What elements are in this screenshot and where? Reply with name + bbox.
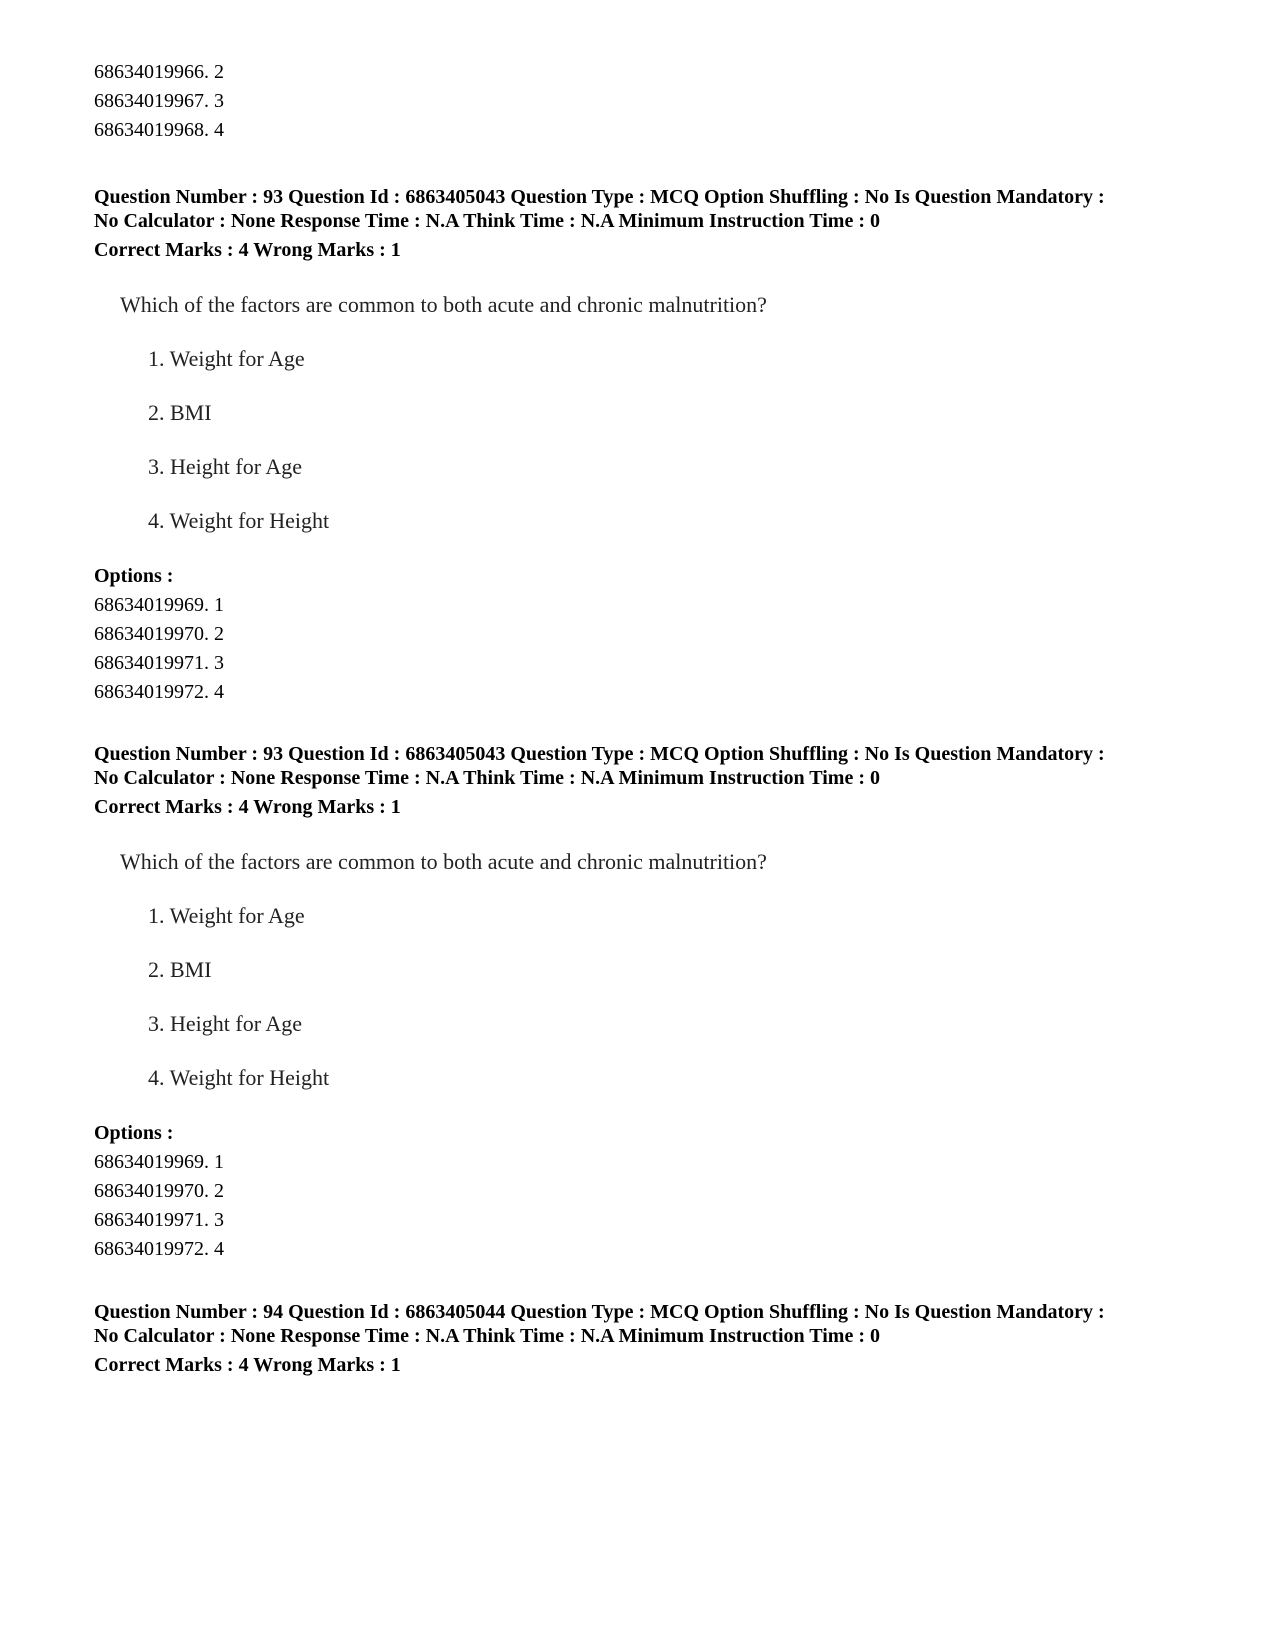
- question-header: No Calculator : None Response Time : N.A Think Time : N.A Minimum Instruction Time : 0: [94, 210, 880, 232]
- question-marks: Correct Marks : 4 Wrong Marks : 1: [94, 1354, 401, 1376]
- question-header: Question Number : 94 Question Id : 6863405044 Question Type : MCQ Option Shuffling : No Is Question Mandatory :: [94, 1301, 1105, 1323]
- question-text: Which of the factors are common to both acute and chronic malnutrition?: [120, 849, 767, 874]
- options-label: Options :: [94, 1122, 174, 1144]
- option-line: 68634019972. 4: [94, 681, 224, 703]
- question-header: Question Number : 93 Question Id : 6863405043 Question Type : MCQ Option Shuffling : No Is Question Mandatory :: [94, 743, 1105, 765]
- option-line: 68634019967. 3: [94, 90, 224, 112]
- option-line: 68634019968. 4: [94, 119, 224, 141]
- question-choice: 1. Weight for Age: [148, 903, 305, 928]
- options-label: Options :: [94, 565, 174, 587]
- option-line: 68634019969. 1: [94, 1151, 224, 1173]
- question-marks: Correct Marks : 4 Wrong Marks : 1: [94, 239, 401, 261]
- question-choice: 1. Weight for Age: [148, 346, 305, 371]
- question-choice: 3. Height for Age: [148, 454, 302, 479]
- question-choice: 2. BMI: [148, 400, 212, 425]
- option-line: 68634019966. 2: [94, 61, 224, 83]
- option-line: 68634019971. 3: [94, 1209, 224, 1231]
- question-header: Question Number : 93 Question Id : 6863405043 Question Type : MCQ Option Shuffling : No Is Question Mandatory :: [94, 186, 1105, 208]
- question-choice: 2. BMI: [148, 957, 212, 982]
- question-header: No Calculator : None Response Time : N.A Think Time : N.A Minimum Instruction Time : 0: [94, 1325, 880, 1347]
- question-marks: Correct Marks : 4 Wrong Marks : 1: [94, 796, 401, 818]
- question-text: Which of the factors are common to both acute and chronic malnutrition?: [120, 292, 767, 317]
- option-line: 68634019971. 3: [94, 652, 224, 674]
- option-line: 68634019969. 1: [94, 594, 224, 616]
- question-choice: 4. Weight for Height: [148, 508, 330, 533]
- option-line: 68634019970. 2: [94, 1180, 224, 1202]
- option-line: 68634019972. 4: [94, 1238, 224, 1260]
- question-choice: 3. Height for Age: [148, 1011, 302, 1036]
- option-line: 68634019970. 2: [94, 623, 224, 645]
- question-choice: 4. Weight for Height: [148, 1065, 330, 1090]
- question-header: No Calculator : None Response Time : N.A Think Time : N.A Minimum Instruction Time : 0: [94, 767, 880, 789]
